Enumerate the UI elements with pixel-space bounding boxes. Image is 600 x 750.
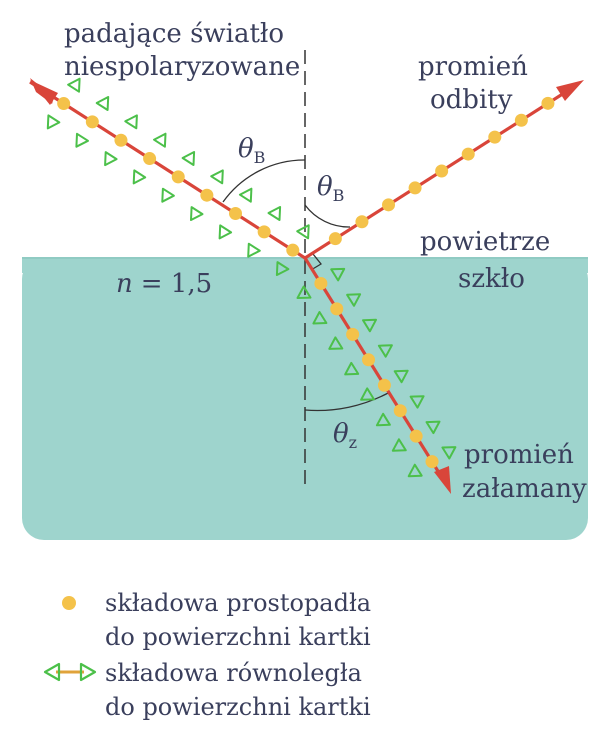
parallel-component-arrowhead — [134, 170, 146, 183]
perpendicular-component-dot — [378, 379, 391, 392]
perpendicular-component-dot — [541, 97, 554, 110]
perpendicular-component-dot — [515, 114, 528, 127]
incident-label-line1: padające światło — [64, 19, 285, 49]
legend-par-line1: składowa równoległa — [105, 659, 362, 687]
parallel-component-arrowhead — [191, 207, 203, 220]
perpendicular-component-dot — [57, 97, 70, 110]
air-label: powietrze — [420, 227, 551, 257]
reflected-angle-arc — [305, 205, 350, 227]
perpendicular-component-dot — [329, 232, 342, 245]
n-symbol: n — [116, 269, 133, 299]
n-value: = 1,5 — [140, 269, 213, 299]
perpendicular-component-dot — [394, 404, 407, 417]
perpendicular-component-dot — [143, 152, 156, 165]
refractive-index-label — [116, 269, 212, 299]
parallel-component-arrowhead — [240, 189, 252, 202]
perpendicular-legend-dot — [62, 596, 76, 610]
parallel-component-arrowhead — [154, 134, 166, 147]
reflected-arrowhead — [556, 80, 584, 101]
perpendicular-component-dot — [258, 225, 271, 238]
perpendicular-component-dot — [409, 181, 422, 194]
legend-perp-line1: składowa prostopadła — [105, 589, 372, 617]
parallel-component-arrowhead — [297, 225, 309, 238]
perpendicular-component-dot — [86, 115, 99, 128]
reflected-label-line2: odbity — [430, 85, 513, 115]
parallel-component-arrowhead — [269, 207, 281, 220]
perpendicular-component-dot — [410, 430, 423, 443]
parallel-component-arrowhead — [97, 97, 109, 110]
parallel-component-arrowhead — [220, 225, 232, 238]
perpendicular-component-dot — [462, 148, 475, 161]
perpendicular-component-dot — [314, 277, 327, 290]
glass-label: szkło — [458, 264, 525, 294]
perpendicular-component-dot — [426, 455, 439, 468]
incident-arrowhead-tip — [30, 80, 58, 105]
parallel-legend-icon — [45, 664, 95, 680]
parallel-component-arrowhead — [211, 170, 223, 183]
parallel-component-arrowhead — [248, 244, 260, 257]
perpendicular-component-dot — [346, 328, 359, 341]
parallel-component-arrowhead — [162, 189, 174, 202]
perpendicular-component-dot — [200, 189, 213, 202]
perpendicular-component-dot — [362, 353, 375, 366]
incident-label-line2: niespolaryzowane — [64, 52, 301, 82]
legend-par-line2: do powierzchni kartki — [105, 693, 371, 721]
reflected-label-line1: promień — [418, 52, 528, 82]
legend-parallel — [105, 656, 371, 724]
legend-perp-line2: do powierzchni kartki — [105, 623, 371, 651]
parallel-component-arrowhead — [183, 152, 195, 165]
refracted-label-line1: promień — [464, 440, 574, 470]
perpendicular-component-dot — [330, 302, 343, 315]
parallel-component-arrowhead — [48, 115, 60, 128]
perpendicular-component-dot — [488, 131, 501, 144]
perpendicular-component-dot — [229, 207, 242, 220]
perpendicular-component-dot — [382, 198, 395, 211]
perpendicular-component-dot — [435, 164, 448, 177]
theta-b-incident-label: $\theta_B$ — [238, 134, 266, 167]
theta-b-reflected-label: $\theta_B$ — [317, 172, 345, 205]
parallel-component-arrowhead — [76, 134, 88, 147]
perpendicular-component-dot — [286, 244, 299, 257]
legend-perpendicular — [105, 586, 371, 654]
refracted-label-line2: załamany — [462, 474, 587, 504]
parallel-component-arrowhead — [105, 152, 117, 165]
parallel-component-arrowhead — [125, 115, 137, 128]
theta-z-label: $\theta_z$ — [333, 419, 358, 452]
perpendicular-component-dot — [172, 170, 185, 183]
perpendicular-component-dot — [355, 215, 368, 228]
perpendicular-component-dot — [114, 134, 127, 147]
